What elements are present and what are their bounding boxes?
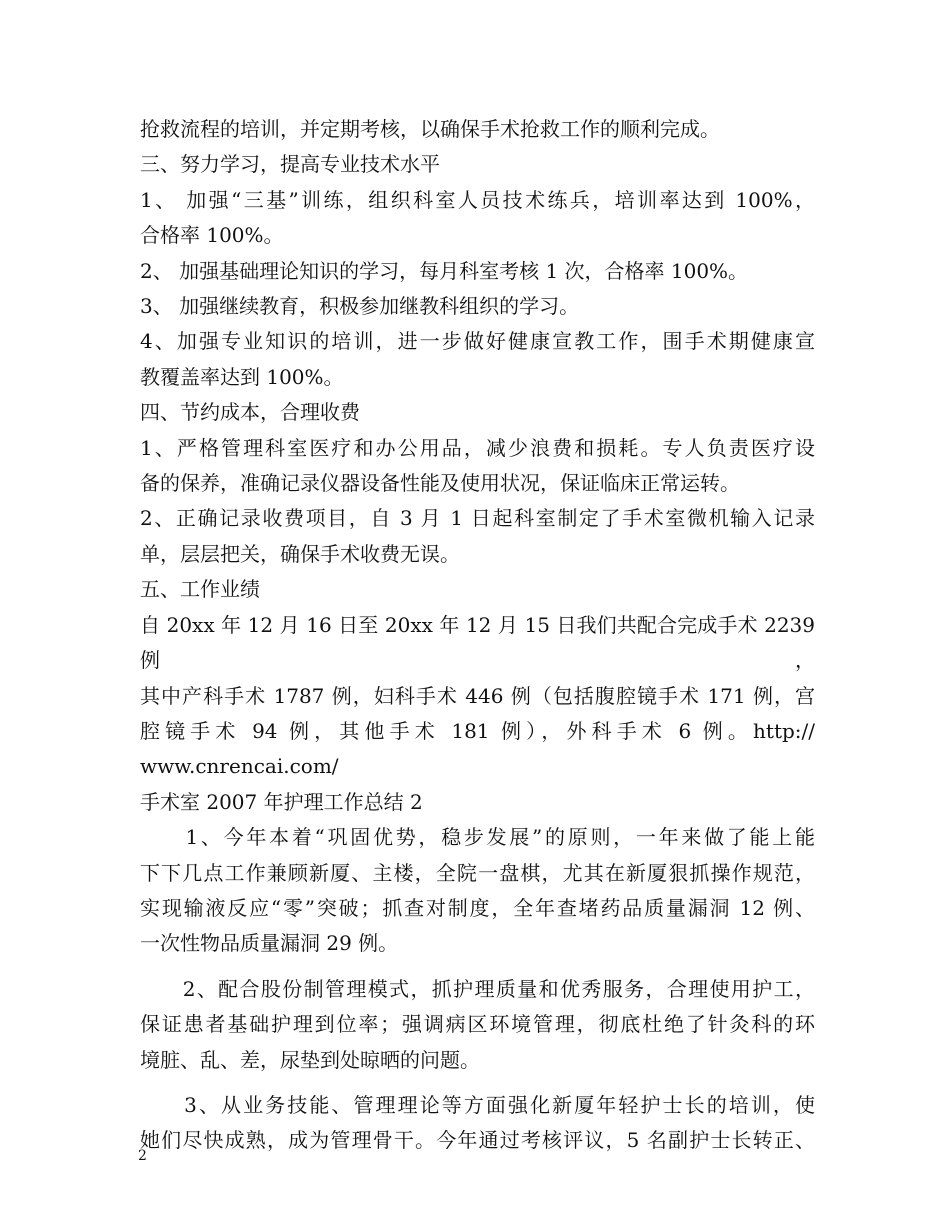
text-line: 自 20xx 年 12 月 16 日至 20xx 年 12 月 15 日我们共配合完成手术 2239 例，: [140, 612, 815, 673]
document-body: [140, 112, 815, 1159]
text-line: 她们尽快成熟，成为管理骨干。今年通过考核评议，5 名副护士长转正、: [140, 1128, 815, 1153]
text-line: 2、正确记录收费项目，自 3 月 1 日起科室制定了手术室微机输入记录: [140, 506, 815, 531]
text-line: 合格率 100%。: [140, 223, 284, 248]
page-number: 2: [138, 1148, 147, 1164]
text-line: 1、严格管理科室医疗和办公用品，减少浪费和损耗。专人负责医疗设: [140, 435, 815, 460]
section-heading: 三、努力学习，提高专业技术水平: [140, 152, 440, 177]
text-line: 保证患者基础护理到位率；强调病区环境管理，彻底杜绝了针灸科的环: [140, 1012, 815, 1037]
url-text: www.cnrencai.com/: [140, 754, 339, 779]
section-heading: 五、工作业绩: [140, 577, 260, 602]
text-line: 一次性物品质量漏洞 29 例。: [140, 931, 399, 956]
text-line: 腔镜手术 94 例，其他手术 181 例），外科手术 6 例。http://: [140, 718, 815, 743]
text-line: 单，层层把关，确保手术收费无误。: [140, 541, 460, 566]
text-line: 4、加强专业知识的培训，进一步做好健康宣教工作，围手术期健康宣: [140, 329, 815, 354]
text-line: 备的保养，准确记录仪器设备性能及使用状况，保证临床正常运转。: [140, 471, 740, 496]
text-line: 3、 加强继续教育，积极参加继教科组织的学习。: [140, 294, 580, 319]
text-line: 教覆盖率达到 100%。: [140, 364, 344, 389]
text-line: 1、今年本着“巩固优势，稳步发展”的原则，一年来做了能上能: [140, 825, 815, 850]
text-line: 下下几点工作兼顾新厦、主楼，全院一盘棋，尤其在新厦狠抓操作规范，: [140, 860, 815, 885]
section-heading: 四、节约成本，合理收费: [140, 400, 360, 425]
text-line: 其中产科手术 1787 例，妇科手术 446 例（包括腹腔镜手术 171 例，宫: [140, 683, 815, 708]
document-title: 手术室 2007 年护理工作总结 2: [140, 789, 423, 814]
text-line: 抢救流程的培训，并定期考核，以确保手术抢救工作的顺利完成。: [140, 117, 720, 141]
text-line: 2、配合股份制管理模式，抓护理质量和优秀服务，合理使用护工，: [140, 976, 815, 1001]
text-line: 1、 加强“三基”训练，组织科室人员技术练兵，培训率达到 100%，: [140, 187, 815, 212]
text-line: 3、从业务技能、管理理论等方面强化新厦年轻护士长的培训，使: [140, 1092, 815, 1117]
text-line: 实现输液反应“零”突破；抓查对制度，全年查堵药品质量漏洞 12 例、: [140, 895, 815, 920]
text-line: 2、 加强基础理论知识的学习，每月科室考核 1 次，合格率 100%。: [140, 258, 749, 283]
text-line: 境脏、乱、差，尿垫到处晾晒的问题。: [140, 1047, 480, 1072]
